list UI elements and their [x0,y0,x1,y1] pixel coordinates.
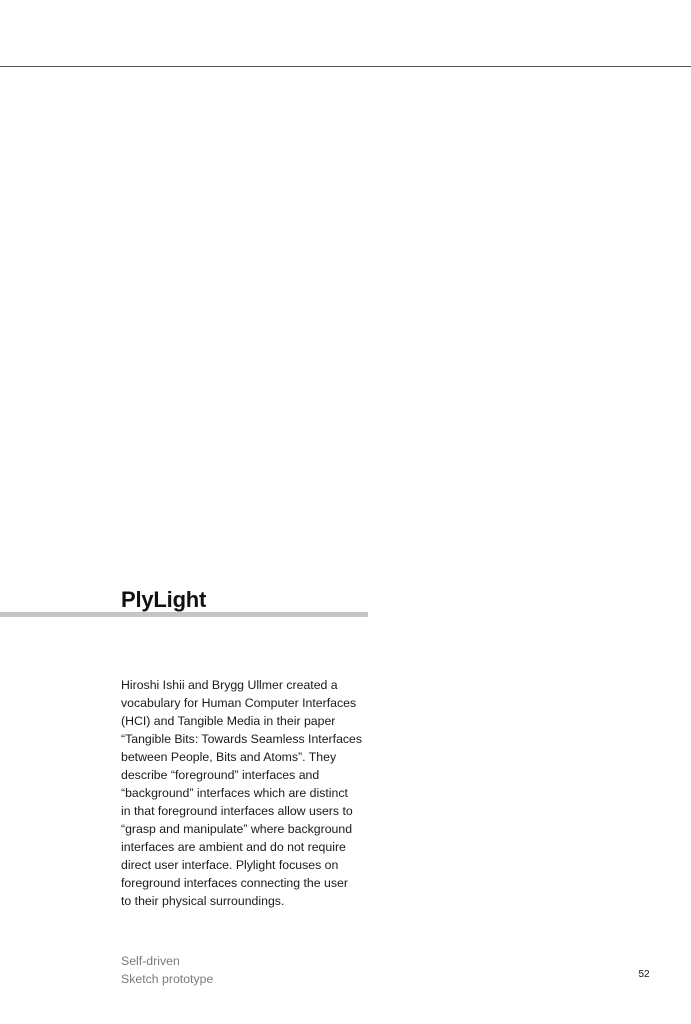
body-line: “background” interfaces which are distinct [121,786,348,800]
header-divider [0,66,691,67]
body-line: “Tangible Bits: Towards Seamless Interfaces [121,732,363,746]
title-underline-bar [0,612,368,617]
body-line: foreground interfaces connecting the user [121,876,348,890]
body-line: in that foreground interfaces allow users to [121,804,353,818]
footer-type: Sketch prototype [121,972,214,986]
body-line: to their physical surroundings. [121,894,285,908]
body-line: direct user interface. Plylight focuses on [121,858,339,872]
page-number: 52 [638,969,650,980]
body-line: describe “foreground” interfaces and [121,768,320,782]
body-line: between People, Bits and Atoms”. They [121,750,337,764]
body-line: Hiroshi Ishii and Brygg Ullmer created a [121,678,338,692]
body-line: “grasp and manipulate” where background [121,822,353,836]
body-line: (HCI) and Tangible Media in their paper [121,714,336,728]
body-line: interfaces are ambient and do not require [121,840,346,854]
body-paragraph [121,676,381,910]
footer-category: Self-driven [121,954,180,968]
body-line: vocabulary for Human Computer Interfaces [121,696,357,710]
footer-caption [121,952,213,988]
page-title: PlyLight [121,587,207,612]
